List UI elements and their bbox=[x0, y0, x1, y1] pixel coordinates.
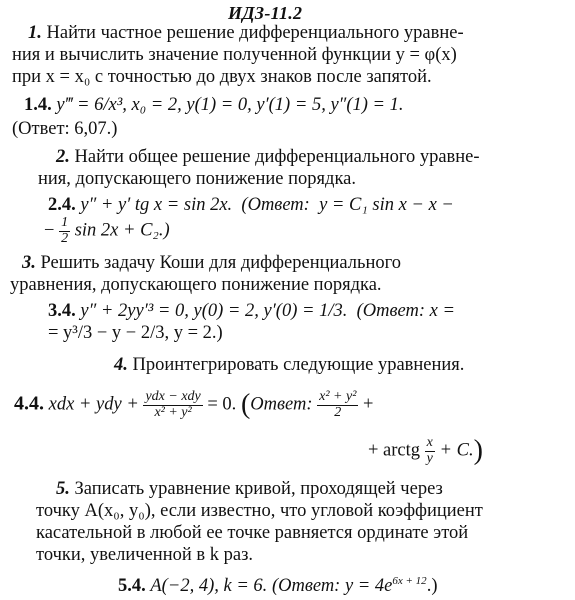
task4-item bbox=[14, 390, 373, 420]
task2-answer-minus: − bbox=[44, 220, 55, 241]
task1-item-label: 1.4. bbox=[24, 95, 52, 115]
task1-text3: при x = x₀ с точностью до двух знаков после запятой. bbox=[12, 67, 432, 87]
task2-line1 bbox=[56, 148, 480, 167]
task5-item-label: 5.4. bbox=[118, 576, 146, 597]
task5-line1 bbox=[56, 480, 443, 499]
task4-frac3-den: y bbox=[426, 450, 433, 466]
task4-answer-word: Ответ: bbox=[250, 394, 313, 415]
task2-answer-part2: sin 2x + C₂.) bbox=[74, 220, 170, 241]
task3-item-label: 3.4. bbox=[48, 301, 76, 321]
task1-item-equation: y‴ = 6/x³, x₀ = 2, y(1) = 0, y′(1) = 5, y″(1) = 1. bbox=[56, 95, 404, 115]
task4-answer-line2 bbox=[368, 436, 483, 466]
task2-frac-den: 2 bbox=[61, 230, 69, 246]
task3-item bbox=[48, 302, 455, 321]
task1-answer: (Ответ: 6,07.) bbox=[12, 119, 118, 139]
task5-text2: точку A(x₀, y₀), если известно, что угловой коэффициент bbox=[36, 501, 483, 521]
task1-number: 1. bbox=[28, 23, 42, 43]
task1-line1 bbox=[28, 24, 464, 43]
task2-item-label: 2.4. bbox=[48, 195, 76, 215]
task5-number: 5. bbox=[56, 479, 70, 499]
task3-answer-part2: = y³/3 − y − 2/3, y = 2.) bbox=[48, 323, 223, 343]
page-title: ИДЗ-11.2 bbox=[228, 3, 303, 23]
task1-text1: Найти частное решение дифференциального уравне- bbox=[46, 23, 464, 43]
task3-item-equation: y″ + 2yy′³ = 0, y(0) = 2, y′(0) = 1/3. bbox=[80, 301, 348, 321]
task2-frac-num: 1 bbox=[61, 215, 69, 230]
task4-line2-pre: + arctg bbox=[368, 440, 421, 461]
task2-number: 2. bbox=[56, 147, 70, 167]
task3-number: 3. bbox=[22, 253, 36, 273]
task4-frac1-num: ydx − xdy bbox=[145, 389, 201, 404]
task5-item-equation: A(−2, 4), k = 6. bbox=[150, 576, 268, 597]
task4-frac3-num: x bbox=[426, 435, 433, 450]
task4-plus: + bbox=[363, 394, 374, 415]
task2-answer-part1: y = C₁ sin x − x − bbox=[319, 195, 454, 215]
task2-answer-word: (Ответ: bbox=[241, 195, 310, 215]
task3-text1: Решить задачу Коши для дифференциального bbox=[40, 253, 401, 273]
task2-text1: Найти общее решение дифференциального уравне- bbox=[74, 147, 480, 167]
task4-eq-pre: xdx + ydy + bbox=[48, 394, 139, 415]
task4-fraction1 bbox=[143, 390, 202, 420]
task5-answer-word: (Ответ: bbox=[271, 576, 341, 597]
task5-answer-end: .) bbox=[426, 576, 438, 597]
task2-fraction bbox=[59, 216, 70, 246]
task4-line1 bbox=[114, 356, 464, 375]
task4-frac2-den: 2 bbox=[334, 404, 342, 420]
task4-fraction3 bbox=[425, 436, 435, 466]
task2-item-equation: y″ + y′ tg x = sin 2x. bbox=[80, 195, 233, 215]
task2-text2: ния, допускающего понижение порядка. bbox=[38, 169, 356, 189]
task4-fraction2 bbox=[317, 390, 358, 420]
task4-text1: Проинтегрировать следующие уравнения. bbox=[132, 355, 465, 375]
task5-text4: точки, увеличенной в k раз. bbox=[36, 545, 253, 565]
task2-answer-line2 bbox=[44, 216, 170, 246]
task5-answer-eq: y = 4e bbox=[344, 576, 393, 597]
task4-open-paren: ( bbox=[240, 389, 251, 421]
task4-eq-post: = 0. bbox=[207, 394, 237, 415]
task5-answer-exponent: 6x + 12 bbox=[392, 575, 427, 587]
task3-answer-part1: x = bbox=[429, 301, 455, 321]
task1-text2: ния и вычислить значение полученной функции y = φ(x) bbox=[12, 45, 457, 65]
task4-line2-post: + C. bbox=[439, 440, 474, 461]
task5-text1: Записать уравнение кривой, проходящей через bbox=[74, 479, 443, 499]
task2-item bbox=[48, 196, 454, 215]
task3-answer-word: (Ответ: bbox=[356, 301, 426, 321]
task5-text3: касательной в любой ее точке равняется ординате этой bbox=[36, 523, 469, 543]
task4-item-label: 4.4. bbox=[14, 392, 44, 415]
task5-item bbox=[118, 576, 437, 596]
task4-frac2-num: x² + y² bbox=[319, 389, 357, 404]
task4-number: 4. bbox=[114, 355, 128, 375]
task3-text2: уравнения, допускающего понижение порядка. bbox=[10, 275, 382, 295]
task4-close-paren: ) bbox=[473, 435, 483, 467]
task1-item bbox=[24, 96, 404, 115]
task3-line1 bbox=[22, 254, 401, 273]
task4-frac1-den: x² + y² bbox=[154, 404, 192, 420]
